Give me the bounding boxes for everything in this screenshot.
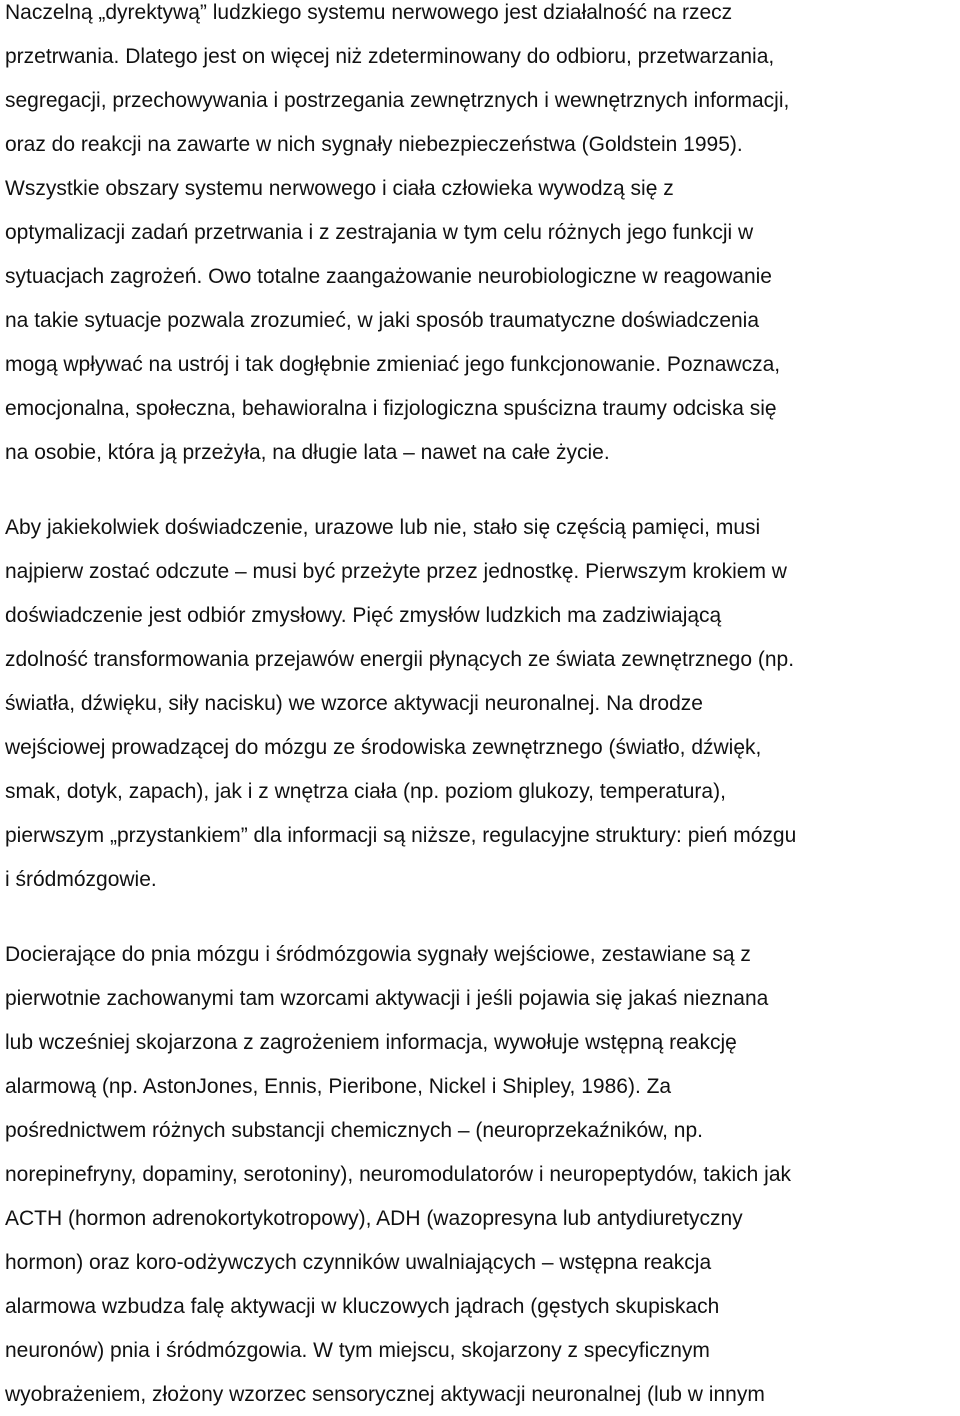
text-line: optymalizacji zadań przetrwania i z zestrajania w tym celu różnych jego funkcji w — [5, 221, 754, 244]
text-line: norepinefryny, dopaminy, serotoniny), neuromodulatorów i neuropeptydów, takich jak — [5, 1163, 791, 1186]
text-line: światła, dźwięku, siły nacisku) we wzorce aktywacji neuronalnej. Na drodze — [5, 692, 703, 715]
text-line: wyobrażeniem, złożony wzorzec sensorycznej aktywacji neuronalnej (lub w innym — [5, 1383, 765, 1406]
text-line: pierwotnie zachowanymi tam wzorcami aktywacji i jeśli pojawia się jakaś nieznana — [5, 987, 769, 1010]
text-line: neuronów) pnia i śródmózgowia. W tym miejscu, skojarzony z specyficznym — [5, 1339, 710, 1362]
text-line: najpierw zostać odczute – musi być przeżyte przez jednostkę. Pierwszym krokiem w — [5, 560, 787, 583]
text-line: i śródmózgowie. — [5, 868, 157, 891]
text-line: mogą wpływać na ustrój i tak dogłębnie zmieniać jego funkcjonowanie. Poznawcza, — [5, 353, 781, 376]
text-line: wejściowej prowadzącej do mózgu ze środowiska zewnętrznego (światło, dźwięk, — [5, 736, 762, 759]
text-line: Naczelną „dyrektywą” ludzkiego systemu nerwowego jest działalność na rzecz — [5, 1, 733, 24]
text-line: zdolność transformowania przejawów energii płynących ze świata zewnętrznego (np. — [5, 648, 795, 671]
text-line: alarmowa wzbudza falę aktywacji w kluczowych jądrach (gęstych skupiskach — [5, 1295, 720, 1318]
text-line: hormon) oraz koro-odżywczych czynników uwalniających – wstępna reakcja — [5, 1251, 712, 1274]
text-line: doświadczenie jest odbiór zmysłowy. Pięć zmysłów ludzkich ma zadziwiającą — [5, 604, 722, 627]
text-line: Docierające do pnia mózgu i śródmózgowia sygnały wejściowe, zestawiane są z — [5, 943, 751, 966]
text-line: smak, dotyk, zapach), jak i z wnętrza ciała (np. poziom glukozy, temperatura), — [5, 780, 726, 803]
text-line: na osobie, która ją przeżyła, na długie lata – nawet na całe życie. — [5, 441, 610, 464]
text-line: segregacji, przechowywania i postrzegania zewnętrznych i wewnętrznych informacji, — [5, 89, 790, 112]
text-line: oraz do reakcji na zawarte w nich sygnały niebezpieczeństwa (Goldstein 1995). — [5, 133, 743, 156]
text-line: sytuacjach zagrożeń. Owo totalne zaangażowanie neurobiologiczne w reagowanie — [5, 265, 772, 288]
text-line: na takie sytuacje pozwala zrozumieć, w jaki sposób traumatyczne doświadczenia — [5, 309, 760, 332]
text-line: lub wcześniej skojarzona z zagrożeniem informacja, wywołuje wstępną reakcję — [5, 1031, 737, 1054]
text-line: pośrednictwem różnych substancji chemicznych – (neuroprzekaźników, np. — [5, 1119, 703, 1142]
text-line: Aby jakiekolwiek doświadczenie, urazowe lub nie, stało się częścią pamięci, musi — [5, 516, 761, 539]
text-line: pierwszym „przystankiem” dla informacji są niższe, regulacyjne struktury: pień mózgu — [5, 824, 797, 847]
text-line: emocjonalna, społeczna, behawioralna i fizjologiczna spuścizna traumy odciska się — [5, 397, 777, 420]
text-line: Wszystkie obszary systemu nerwowego i ciała człowieka wywodzą się z — [5, 177, 674, 200]
text-line: przetrwania. Dlatego jest on więcej niż zdeterminowany do odbioru, przetwarzania, — [5, 45, 775, 68]
text-line: ACTH (hormon adrenokortykotropowy), ADH (wazopresyna lub antydiuretyczny — [5, 1207, 743, 1230]
text-line: alarmową (np. AstonJones, Ennis, Pieribone, Nickel i Shipley, 1986). Za — [5, 1075, 672, 1098]
